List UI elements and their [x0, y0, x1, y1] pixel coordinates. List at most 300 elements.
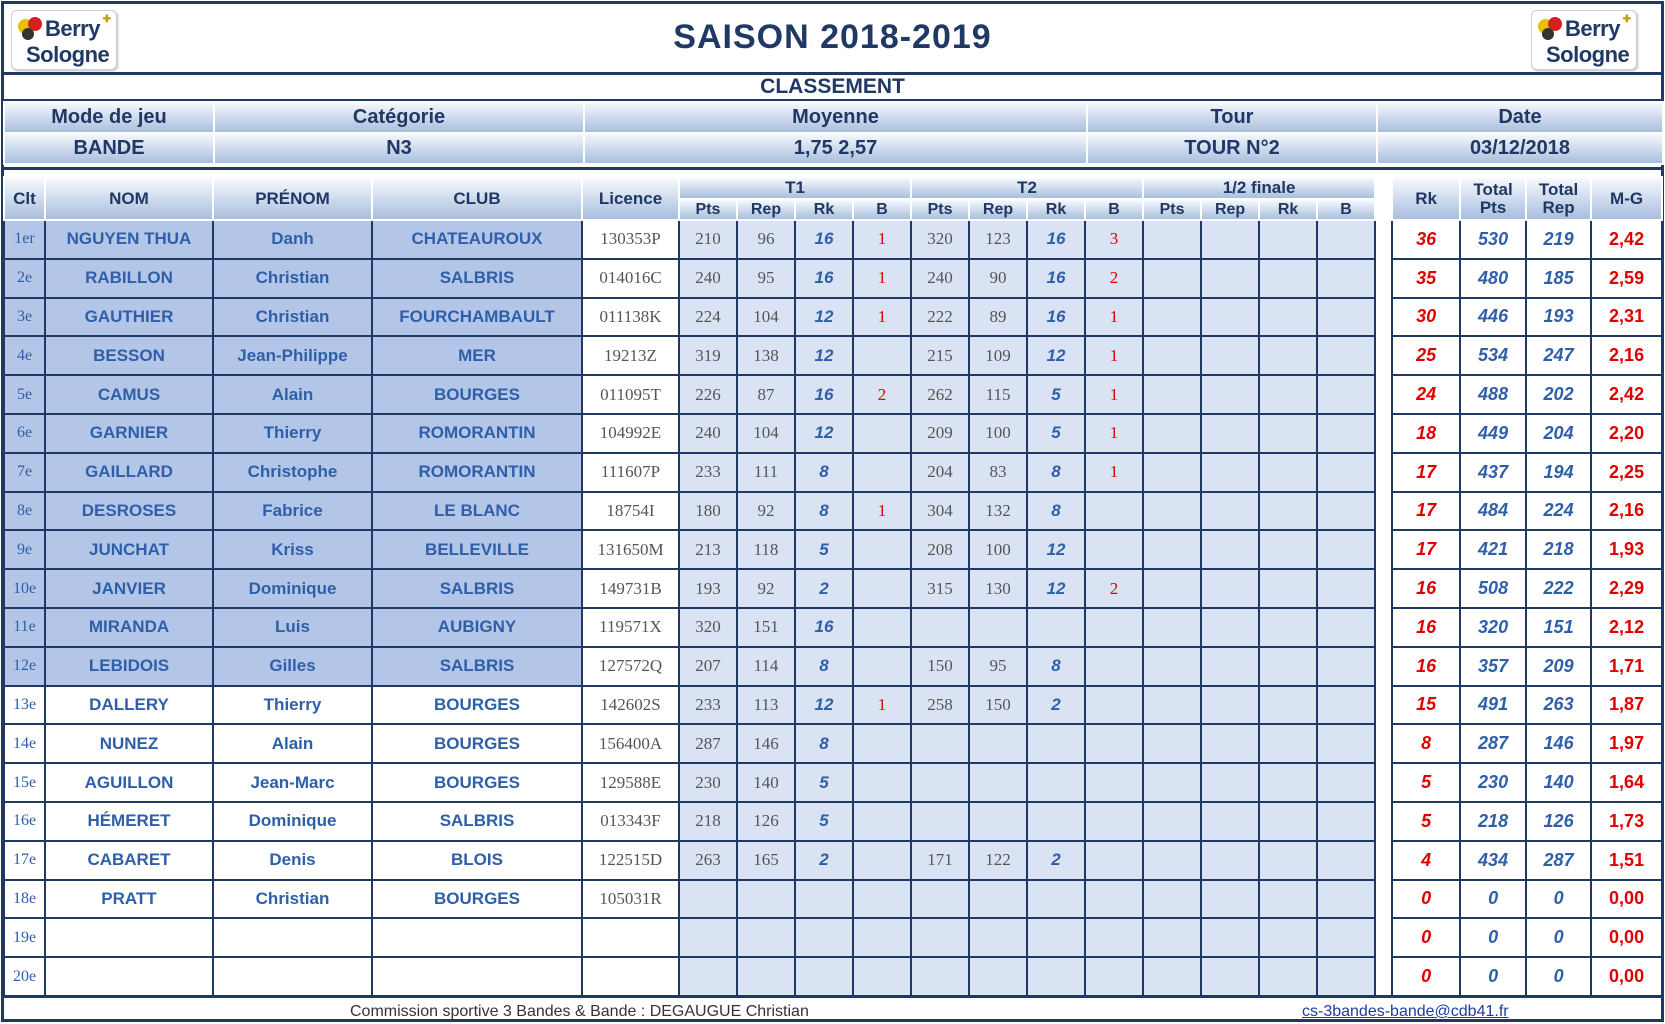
cell-t2-pts: 240 [911, 259, 969, 298]
cell-club: BOURGES [372, 686, 582, 725]
cell-t2-pts: 204 [911, 453, 969, 492]
cell-total-rep: 204 [1526, 414, 1591, 453]
cell-semi-rep [1201, 298, 1259, 337]
cell-semi-rep [1201, 375, 1259, 414]
cell-t1-rk: 12 [795, 336, 853, 375]
cell-semi-b [1317, 957, 1375, 996]
cell-clt: 7e [4, 453, 45, 492]
column-gap [1375, 177, 1392, 220]
table-row [4, 453, 1662, 492]
cell-t1-pts: 233 [679, 686, 737, 725]
cell-t2-rk: 12 [1027, 336, 1085, 375]
cell-semi-b [1317, 375, 1375, 414]
table-row [4, 724, 1662, 763]
cell-nom: CAMUS [45, 375, 213, 414]
cell-t1-rk: 2 [795, 569, 853, 608]
cell-rank: 18 [1392, 414, 1460, 453]
cell-semi-pts [1143, 763, 1201, 802]
cell-total-pts: 230 [1460, 763, 1526, 802]
cell-t1-b [853, 763, 911, 802]
table-row [4, 492, 1662, 531]
cell-t2-pts: 150 [911, 647, 969, 686]
cell-t2-pts: 262 [911, 375, 969, 414]
subheader-b: B [853, 199, 911, 220]
table-row [4, 569, 1662, 608]
cell-t1-rk: 8 [795, 647, 853, 686]
cell-prenom: Christophe [213, 453, 372, 492]
cell-rank: 0 [1392, 957, 1460, 996]
cell-t2-rep: 109 [969, 336, 1027, 375]
cell-t1-rep: 140 [737, 763, 795, 802]
cell-t2-rep [969, 880, 1027, 919]
cell-t1-rep: 146 [737, 724, 795, 763]
cell-clt: 15e [4, 763, 45, 802]
cell-mg: 2,12 [1591, 608, 1662, 647]
cell-t2-b [1085, 918, 1143, 957]
cell-clt: 10e [4, 569, 45, 608]
cell-licence: 105031R [582, 880, 679, 919]
cell-semi-rep [1201, 569, 1259, 608]
cell-semi-b [1317, 763, 1375, 802]
column-gap [1375, 375, 1392, 414]
cell-mg: 1,73 [1591, 802, 1662, 841]
cell-clt: 5e [4, 375, 45, 414]
table-row [4, 686, 1662, 725]
cell-total-rep: 202 [1526, 375, 1591, 414]
cell-semi-b [1317, 414, 1375, 453]
cell-total-pts: 508 [1460, 569, 1526, 608]
column-gap [1375, 259, 1392, 298]
cell-semi-pts [1143, 375, 1201, 414]
cell-t2-b: 2 [1085, 259, 1143, 298]
cell-semi-rk [1259, 259, 1317, 298]
cell-semi-pts [1143, 841, 1201, 880]
cell-total-pts: 488 [1460, 375, 1526, 414]
cell-t2-rep: 90 [969, 259, 1027, 298]
cell-t1-rep: 151 [737, 608, 795, 647]
cell-semi-rk [1259, 686, 1317, 725]
cell-nom: JUNCHAT [45, 530, 213, 569]
cell-mg: 1,71 [1591, 647, 1662, 686]
info-value-category: N3 [214, 133, 584, 164]
cell-semi-pts [1143, 530, 1201, 569]
cell-rank: 5 [1392, 802, 1460, 841]
cell-nom: DESROSES [45, 492, 213, 531]
cell-nom: BESSON [45, 336, 213, 375]
cell-t2-rk [1027, 608, 1085, 647]
logo-text-sologne: Sologne [1546, 42, 1630, 67]
cell-licence: 111607P [582, 453, 679, 492]
cell-rank: 17 [1392, 530, 1460, 569]
cell-total-rep: 218 [1526, 530, 1591, 569]
column-gap [1375, 686, 1392, 725]
cell-t1-pts: 224 [679, 298, 737, 337]
cell-t2-rep [969, 608, 1027, 647]
column-gap [1375, 414, 1392, 453]
column-gap [1375, 298, 1392, 337]
cell-total-pts: 434 [1460, 841, 1526, 880]
cell-rank: 16 [1392, 608, 1460, 647]
cell-t1-pts: 193 [679, 569, 737, 608]
subheader-b: B [1317, 199, 1375, 220]
cell-licence [582, 918, 679, 957]
column-gap [1375, 957, 1392, 996]
cell-t1-rk: 12 [795, 298, 853, 337]
cell-semi-rep [1201, 492, 1259, 531]
subheader-pts: Pts [679, 199, 737, 220]
cell-club: AUBIGNY [372, 608, 582, 647]
cell-prenom: Kriss [213, 530, 372, 569]
cell-total-pts: 0 [1460, 880, 1526, 919]
cell-t1-pts: 320 [679, 608, 737, 647]
cell-rank: 0 [1392, 918, 1460, 957]
column-gap [1375, 647, 1392, 686]
cell-total-pts: 320 [1460, 608, 1526, 647]
cell-t2-pts: 315 [911, 569, 969, 608]
cell-clt: 12e [4, 647, 45, 686]
cell-semi-rep [1201, 414, 1259, 453]
cell-t2-rep: 95 [969, 647, 1027, 686]
table-row [4, 802, 1662, 841]
cell-prenom: Thierry [213, 686, 372, 725]
subheader-rep: Rep [737, 199, 795, 220]
table-row [4, 957, 1662, 996]
cell-t1-pts: 240 [679, 414, 737, 453]
cell-semi-b [1317, 336, 1375, 375]
table-row [4, 880, 1662, 919]
cell-semi-rk [1259, 957, 1317, 996]
cell-mg: 2,29 [1591, 569, 1662, 608]
cell-t1-b: 1 [853, 686, 911, 725]
cell-t1-rk: 2 [795, 841, 853, 880]
table-row [4, 763, 1662, 802]
cell-t2-rep [969, 763, 1027, 802]
cell-t2-b [1085, 802, 1143, 841]
col-header-licence: Licence [582, 177, 679, 220]
cell-t2-rk: 2 [1027, 841, 1085, 880]
cell-prenom: Jean-Marc [213, 763, 372, 802]
cell-t2-rk: 16 [1027, 259, 1085, 298]
cell-total-rep: 140 [1526, 763, 1591, 802]
cell-rank: 16 [1392, 647, 1460, 686]
cell-semi-b [1317, 220, 1375, 259]
cell-t2-pts: 208 [911, 530, 969, 569]
col-header-semi-final: 1/2 finale [1143, 177, 1375, 199]
info-value-mode: BANDE [4, 133, 214, 164]
cell-semi-b [1317, 802, 1375, 841]
info-label-round: Tour [1087, 102, 1377, 133]
plus-icon: ✚ [1622, 14, 1631, 25]
cell-t2-rk [1027, 763, 1085, 802]
cell-t1-rep: 111 [737, 453, 795, 492]
cell-t1-rk: 16 [795, 220, 853, 259]
cell-t1-b [853, 647, 911, 686]
cell-t1-b: 2 [853, 375, 911, 414]
cell-semi-rk [1259, 724, 1317, 763]
table-row [4, 336, 1662, 375]
cell-club: ROMORANTIN [372, 453, 582, 492]
cell-nom: CABARET [45, 841, 213, 880]
cell-t1-b: 1 [853, 220, 911, 259]
cell-mg: 0,00 [1591, 918, 1662, 957]
cell-prenom: Denis [213, 841, 372, 880]
cell-prenom: Alain [213, 724, 372, 763]
cell-t1-pts [679, 880, 737, 919]
cell-t1-b [853, 530, 911, 569]
cell-club: BOURGES [372, 763, 582, 802]
cell-t2-pts: 209 [911, 414, 969, 453]
cell-mg: 2,42 [1591, 375, 1662, 414]
cell-semi-rk [1259, 841, 1317, 880]
cell-total-pts: 421 [1460, 530, 1526, 569]
cell-rank: 15 [1392, 686, 1460, 725]
cell-clt: 19e [4, 918, 45, 957]
cell-club: BELLEVILLE [372, 530, 582, 569]
subheader-rk: Rk [795, 199, 853, 220]
cell-t1-pts: 240 [679, 259, 737, 298]
cell-rank: 8 [1392, 724, 1460, 763]
cell-t2-b [1085, 492, 1143, 531]
cell-club: SALBRIS [372, 802, 582, 841]
cell-semi-rk [1259, 647, 1317, 686]
col-header-total-rep: Total Rep [1526, 177, 1591, 220]
cell-nom: RABILLON [45, 259, 213, 298]
cell-t2-rep: 100 [969, 414, 1027, 453]
cell-mg: 2,20 [1591, 414, 1662, 453]
cell-clt: 8e [4, 492, 45, 531]
cell-t2-pts [911, 918, 969, 957]
cell-t2-b [1085, 841, 1143, 880]
table-row [4, 220, 1662, 259]
cell-t1-rep [737, 880, 795, 919]
subheader-rep: Rep [1201, 199, 1259, 220]
col-header-clt: Clt [4, 177, 45, 220]
cell-t1-rep: 114 [737, 647, 795, 686]
cell-t1-b [853, 802, 911, 841]
cell-t1-rep: 92 [737, 492, 795, 531]
cell-t2-rk: 2 [1027, 686, 1085, 725]
cell-t1-rep [737, 918, 795, 957]
cell-t2-b: 1 [1085, 414, 1143, 453]
cell-t1-rk: 8 [795, 453, 853, 492]
cell-semi-rk [1259, 414, 1317, 453]
cell-t2-rk [1027, 724, 1085, 763]
cell-t1-pts: 230 [679, 763, 737, 802]
cell-t1-pts: 210 [679, 220, 737, 259]
cell-nom: JANVIER [45, 569, 213, 608]
cell-t1-rk: 5 [795, 763, 853, 802]
cell-club: MER [372, 336, 582, 375]
subheader-rk: Rk [1027, 199, 1085, 220]
cell-t2-rep: 132 [969, 492, 1027, 531]
cell-semi-pts [1143, 957, 1201, 996]
cell-t2-rk: 5 [1027, 414, 1085, 453]
cell-semi-rep [1201, 608, 1259, 647]
cell-semi-rk [1259, 453, 1317, 492]
cell-t2-rep: 150 [969, 686, 1027, 725]
cell-semi-pts [1143, 608, 1201, 647]
column-gap [1375, 492, 1392, 531]
cell-total-pts: 0 [1460, 957, 1526, 996]
cell-rank: 24 [1392, 375, 1460, 414]
col-header-mg: M-G [1591, 177, 1662, 220]
cell-t2-rk: 5 [1027, 375, 1085, 414]
cell-prenom: Luis [213, 608, 372, 647]
cell-semi-rk [1259, 492, 1317, 531]
cell-club: SALBRIS [372, 647, 582, 686]
column-gap [1375, 724, 1392, 763]
cell-clt: 20e [4, 957, 45, 996]
cell-nom [45, 918, 213, 957]
cell-t1-b [853, 880, 911, 919]
cell-total-rep: 185 [1526, 259, 1591, 298]
cell-semi-rep [1201, 336, 1259, 375]
cell-t1-b: 1 [853, 298, 911, 337]
cell-semi-pts [1143, 686, 1201, 725]
cell-t2-b [1085, 957, 1143, 996]
cell-t1-b [853, 414, 911, 453]
cell-total-pts: 218 [1460, 802, 1526, 841]
cell-clt: 13e [4, 686, 45, 725]
col-header-total-pts: Total Pts [1460, 177, 1526, 220]
cell-clt: 18e [4, 880, 45, 919]
cell-total-pts: 446 [1460, 298, 1526, 337]
cell-t2-rep [969, 724, 1027, 763]
cell-total-pts: 437 [1460, 453, 1526, 492]
cell-semi-pts [1143, 453, 1201, 492]
cell-total-rep: 209 [1526, 647, 1591, 686]
cell-t2-rk [1027, 957, 1085, 996]
column-gap [1375, 802, 1392, 841]
cell-club: SALBRIS [372, 259, 582, 298]
cell-total-pts: 530 [1460, 220, 1526, 259]
cell-total-pts: 491 [1460, 686, 1526, 725]
cell-t1-rk [795, 957, 853, 996]
cell-semi-pts [1143, 918, 1201, 957]
cell-semi-rk [1259, 298, 1317, 337]
footer-email-link[interactable]: cs-3bandes-bande@cdb41.fr [1302, 1003, 1509, 1020]
cell-clt: 16e [4, 802, 45, 841]
cell-semi-rk [1259, 763, 1317, 802]
cell-t2-pts [911, 608, 969, 647]
info-label-mode: Mode de jeu [4, 102, 214, 133]
cell-semi-rk [1259, 220, 1317, 259]
cell-total-pts: 484 [1460, 492, 1526, 531]
table-row [4, 608, 1662, 647]
cell-semi-pts [1143, 802, 1201, 841]
cell-t1-rep: 113 [737, 686, 795, 725]
cell-t2-b: 1 [1085, 375, 1143, 414]
cell-t2-rep: 130 [969, 569, 1027, 608]
cell-mg: 1,87 [1591, 686, 1662, 725]
cell-semi-b [1317, 453, 1375, 492]
cell-mg: 0,00 [1591, 880, 1662, 919]
cell-t1-pts: 213 [679, 530, 737, 569]
plus-icon: ✚ [102, 14, 111, 25]
cell-t2-pts: 320 [911, 220, 969, 259]
cell-t1-b: 1 [853, 492, 911, 531]
cell-licence: 130353P [582, 220, 679, 259]
cell-semi-pts [1143, 220, 1201, 259]
cell-t1-b: 1 [853, 259, 911, 298]
cell-clt: 2e [4, 259, 45, 298]
cell-prenom: Christian [213, 259, 372, 298]
cell-t2-pts: 222 [911, 298, 969, 337]
cell-t2-pts [911, 957, 969, 996]
cell-t1-rep: 126 [737, 802, 795, 841]
subheader-rep: Rep [969, 199, 1027, 220]
cell-club [372, 957, 582, 996]
cell-licence: 104992E [582, 414, 679, 453]
cell-licence: 149731B [582, 569, 679, 608]
cell-t1-pts [679, 957, 737, 996]
column-gap [1375, 336, 1392, 375]
column-gap [1375, 880, 1392, 919]
cell-nom: NGUYEN THUA [45, 220, 213, 259]
cell-total-rep: 0 [1526, 957, 1591, 996]
cell-t1-rep: 138 [737, 336, 795, 375]
cell-t2-rep [969, 957, 1027, 996]
cell-t1-rep: 104 [737, 298, 795, 337]
cell-t1-rk: 16 [795, 608, 853, 647]
cell-semi-pts [1143, 647, 1201, 686]
cell-t1-pts: 218 [679, 802, 737, 841]
cell-t1-rk: 12 [795, 414, 853, 453]
cell-t1-rk: 16 [795, 259, 853, 298]
cell-semi-pts [1143, 336, 1201, 375]
cell-prenom: Thierry [213, 414, 372, 453]
cell-semi-rk [1259, 336, 1317, 375]
cell-t1-rep: 96 [737, 220, 795, 259]
cell-t1-pts: 180 [679, 492, 737, 531]
cell-licence: 19213Z [582, 336, 679, 375]
cell-t2-b [1085, 647, 1143, 686]
cell-total-rep: 194 [1526, 453, 1591, 492]
cell-semi-rep [1201, 686, 1259, 725]
cell-rank: 0 [1392, 880, 1460, 919]
cell-t2-rk: 8 [1027, 492, 1085, 531]
cell-t1-rk: 12 [795, 686, 853, 725]
cell-t2-rk: 8 [1027, 647, 1085, 686]
cell-t2-b [1085, 530, 1143, 569]
cell-t1-b [853, 841, 911, 880]
cell-nom [45, 957, 213, 996]
subheader-rk: Rk [1259, 199, 1317, 220]
cell-t1-rk: 5 [795, 530, 853, 569]
cell-club: BLOIS [372, 841, 582, 880]
cell-t2-b [1085, 686, 1143, 725]
cell-t2-b [1085, 608, 1143, 647]
cell-semi-rk [1259, 802, 1317, 841]
info-value-round: TOUR N°2 [1087, 133, 1377, 164]
cell-nom: NUNEZ [45, 724, 213, 763]
cell-licence: 013343F [582, 802, 679, 841]
cell-semi-b [1317, 298, 1375, 337]
cell-t1-b [853, 957, 911, 996]
cell-nom: GARNIER [45, 414, 213, 453]
cell-mg: 2,59 [1591, 259, 1662, 298]
column-gap [1375, 841, 1392, 880]
cell-rank: 25 [1392, 336, 1460, 375]
cell-mg: 1,64 [1591, 763, 1662, 802]
cell-t1-pts: 263 [679, 841, 737, 880]
cell-clt: 4e [4, 336, 45, 375]
cell-rank: 16 [1392, 569, 1460, 608]
cell-clt: 1er [4, 220, 45, 259]
cell-mg: 1,51 [1591, 841, 1662, 880]
divider [3, 167, 1662, 170]
cell-semi-b [1317, 569, 1375, 608]
